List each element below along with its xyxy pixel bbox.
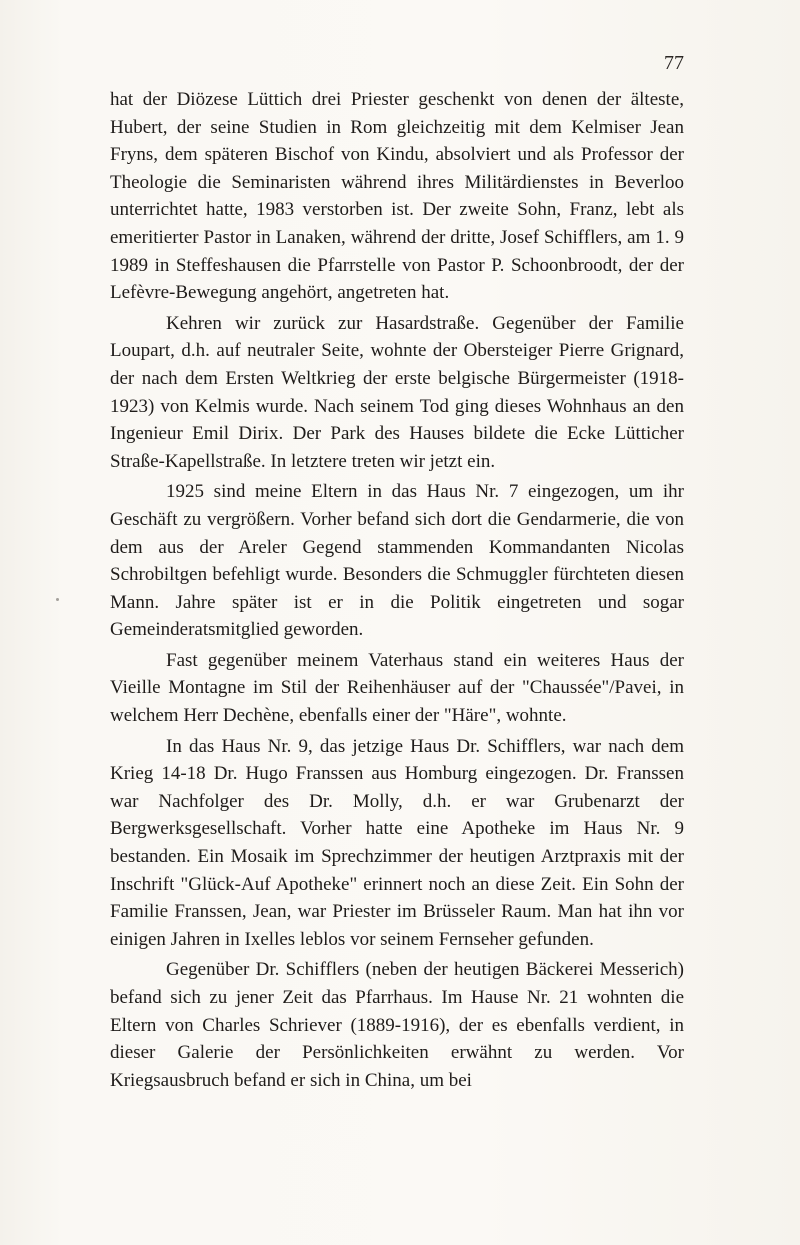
paragraph-3: 1925 sind meine Eltern in das Haus Nr. 7 eingezogen, um ihr Geschäft zu vergrößern. Vorher befand sich dort die Gendarmerie, die von dem aus der Areler Gegend stammenden Kommandanten Nicolas Schrobiltgen befehligt wurde. Besonders die Schmuggler fürchteten diesen Mann. Jahre später ist er in die Politik eingetreten und sogar Gemeinderatsmitglied geworden. <box>110 481 684 641</box>
paragraph-4: Fast gegenüber meinem Vaterhaus stand ein weiteres Haus der Vieille Montagne im Stil der Reihenhäuser auf der "Chaussée"/Pavei, in welchem Herr Dechène, ebenfalls einer der "Häre", wohnte. <box>110 649 684 727</box>
paragraph-1: hat der Diözese Lüttich drei Priester geschenkt von denen der älteste, Hubert, der seine Studien in Rom gleichzeitig mit dem Kelmiser Jean Fryns, dem späteren Bischof von Kindu, absolviert und als Professor der Theologie die Seminaristen während ihres Militärdienstes in Beverloo unterrichtet hatte, 1983 verstorben ist. Der zweite Sohn, Franz, lebt als emeritierter Pastor in Lanaken, während der dritte, Josef Schifflers, am 1. 9 1989 in Steffeshausen die Pfarrstelle von Pastor P. Schoonbroodt, der der Lefèvre-Bewegung angehört, angetreten hat. <box>110 89 684 304</box>
paragraph-2: Kehren wir zurück zur Hasardstraße. Gegenüber der Familie Loupart, d.h. auf neutraler Seite, wohnte der Obersteiger Pierre Grignard, der nach dem Ersten Weltkrieg der erste belgische Bürgermeister (1918-1923) von Kelmis wurde. Nach seinem Tod ging dieses Wohnhaus an den Ingenieur Emil Dirix. Der Park des Hauses bildete die Ecke Lütticher Straße-Kapellstraße. In letztere treten wir jetzt ein. <box>110 312 684 472</box>
page-number: 77 <box>664 52 684 74</box>
body-text <box>110 86 684 1094</box>
paragraph-5: In das Haus Nr. 9, das jetzige Haus Dr. Schifflers, war nach dem Krieg 14-18 Dr. Hugo Franssen aus Homburg eingezogen. Dr. Franssen war Nachfolger des Dr. Molly, d.h. er war Grubenarzt der Bergwerksgesellschaft. Vorher hatte eine Apotheke im Haus Nr. 9 bestanden. Ein Mosaik im Sprechzimmer der heutigen Arztpraxis mit der Inschrift "Glück-Auf Apotheke" erinnert noch an diese Zeit. Ein Sohn der Familie Franssen, Jean, war Priester im Brüsseler Raum. Man hat ihn vor einigen Jahren in Ixelles leblos vor seinem Fernseher gefunden. <box>110 735 684 950</box>
margin-speck <box>56 598 59 601</box>
paragraph-6: Gegenüber Dr. Schifflers (neben der heutigen Bäckerei Messerich) befand sich zu jener Zeit das Pfarrhaus. Im Hause Nr. 21 wohnten die Eltern von Charles Schriever (1889-1916), der es ebenfalls verdient, in dieser Galerie der Persönlichkeiten erwähnt zu werden. Vor Kriegsausbruch befand er sich in China, um bei <box>110 959 684 1091</box>
